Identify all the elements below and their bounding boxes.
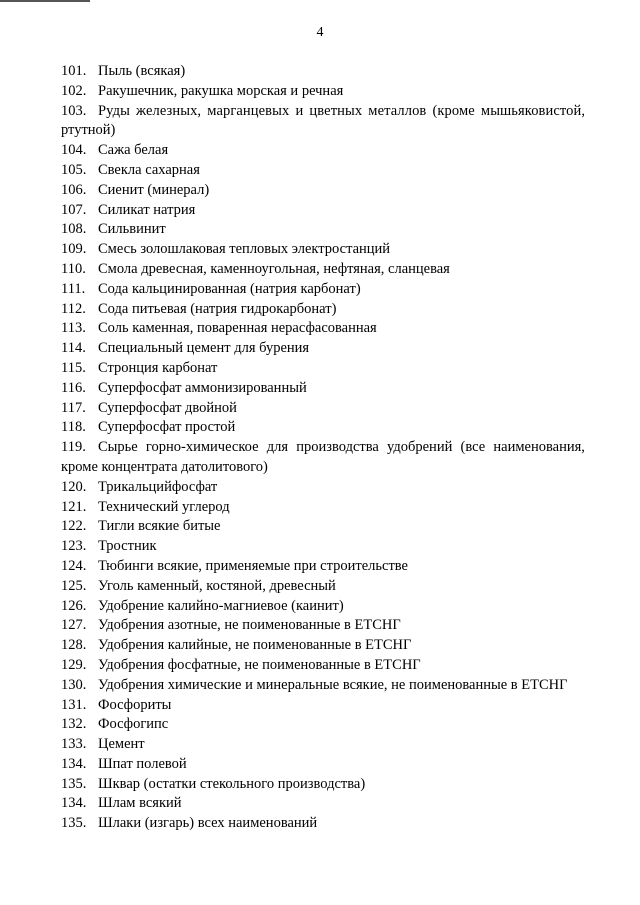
cargo-list (61, 62, 609, 834)
item-number: 133. (61, 736, 87, 753)
item-number: 132. (61, 716, 87, 733)
item-number: 105. (61, 161, 87, 178)
item-number: 134. (61, 755, 87, 772)
item-text: Удобрение калийно-магниевое (каинит) (98, 597, 344, 614)
item-text: Трикальцийфосфат (98, 478, 218, 495)
item-text: Шлам всякий (98, 795, 182, 812)
list-item (61, 438, 609, 478)
list-item (61, 676, 609, 696)
item-text-line1: Сырье горно-химическое для производства удобрений (все наименования, (98, 439, 585, 456)
list-item (61, 102, 609, 142)
list-item (61, 141, 609, 161)
list-item (61, 537, 609, 557)
item-text: Удобрения калийные, не поименованные в ЕТСНГ (98, 637, 412, 654)
list-item (61, 636, 609, 656)
item-number: 118. (61, 419, 86, 436)
item-number: 124. (61, 557, 87, 574)
item-text: Тростник (98, 538, 157, 555)
item-number: 128. (61, 637, 87, 654)
item-number: 131. (61, 696, 87, 713)
item-text: Силикат натрия (98, 201, 196, 218)
item-text: Специальный цемент для бурения (98, 340, 310, 357)
item-text: Фосфориты (98, 696, 172, 713)
list-item (61, 517, 609, 537)
item-number: 109. (61, 241, 87, 258)
list-item (61, 359, 609, 379)
list-item (61, 616, 609, 636)
item-number: 106. (61, 181, 87, 198)
item-text: Сода питьевая (натрия гидрокарбонат) (98, 300, 337, 317)
item-text: Цемент (98, 736, 145, 753)
item-number: 102. (61, 82, 87, 99)
item-number: 117. (61, 399, 86, 416)
item-number: 120. (61, 478, 87, 495)
list-item (61, 181, 609, 201)
item-number: 104. (61, 142, 87, 159)
item-text: Свекла сахарная (98, 161, 200, 178)
item-number: 134. (61, 795, 87, 812)
scan-edge-line (0, 0, 90, 2)
item-text: Тигли всякие битые (98, 518, 221, 535)
item-number: 126. (61, 597, 87, 614)
list-item (61, 577, 609, 597)
list-item (61, 82, 609, 102)
item-text: Пыль (всякая) (98, 63, 186, 79)
item-text: Сода кальцинированная (натрия карбонат) (98, 280, 361, 297)
list-item (61, 418, 609, 438)
list-item (61, 557, 609, 577)
item-number: 130. (61, 676, 87, 693)
item-text: Удобрения азотные, не поименованные в ЕТСНГ (98, 617, 401, 634)
item-number: 135. (61, 815, 87, 832)
list-item (61, 775, 609, 795)
item-number: 121. (61, 498, 87, 515)
item-text: Сильвинит (98, 221, 166, 238)
item-number: 125. (61, 577, 87, 594)
item-text-line1: Руды железных, марганцевых и цветных металлов (кроме мышьяковистой, (98, 102, 586, 119)
list-item (61, 62, 609, 82)
list-item (61, 478, 609, 498)
item-text: Тюбинги всякие, применяемые при строительстве (98, 557, 408, 574)
list-item (61, 696, 609, 716)
list-item (61, 339, 609, 359)
item-text: Удобрения фосфатные, не поименованные в ЕТСНГ (98, 656, 421, 673)
list-item (61, 735, 609, 755)
list-item (61, 260, 609, 280)
list-item (61, 656, 609, 676)
list-item (61, 814, 609, 834)
list-item (61, 794, 609, 814)
item-text: Стронция карбонат (98, 359, 218, 376)
item-text-line2: ртутной) (61, 122, 116, 139)
list-item (61, 498, 609, 518)
item-number: 119. (61, 439, 86, 456)
item-number: 107. (61, 201, 87, 218)
item-text: Сажа белая (98, 142, 169, 159)
page-number: 4 (316, 25, 324, 40)
item-number: 108. (61, 221, 87, 238)
item-number: 122. (61, 518, 87, 535)
item-text: Фосфогипс (98, 716, 169, 733)
item-text: Уголь каменный, костяной, древесный (98, 577, 336, 594)
item-number: 123. (61, 538, 87, 555)
item-number: 112. (61, 300, 86, 317)
list-item (61, 161, 609, 181)
list-item (61, 379, 609, 399)
item-number: 116. (61, 379, 86, 396)
list-item (61, 319, 609, 339)
list-item (61, 240, 609, 260)
list-item (61, 220, 609, 240)
item-text: Технический углерод (98, 498, 230, 515)
list-item (61, 715, 609, 735)
item-text: Соль каменная, поваренная нерасфасованная (98, 320, 377, 337)
item-number: 110. (61, 260, 86, 277)
item-text: Смола древесная, каменноугольная, нефтяная, сланцевая (98, 260, 450, 277)
item-number: 114. (61, 340, 86, 357)
item-number: 103. (61, 102, 87, 119)
item-number: 101. (61, 63, 87, 79)
item-number: 115. (61, 359, 86, 376)
list-item (61, 201, 609, 221)
item-text: Удобрения химические и минеральные всякие, не поименованные в ЕТСНГ (98, 676, 568, 693)
item-text: Суперфосфат простой (98, 419, 236, 436)
item-number: 111. (61, 280, 86, 297)
list-item (61, 280, 609, 300)
item-text-line2: кроме концентрата датолитового) (61, 458, 268, 475)
item-text: Ракушечник, ракушка морская и речная (98, 82, 344, 99)
item-text: Суперфосфат аммонизированный (98, 379, 307, 396)
item-number: 129. (61, 656, 87, 673)
item-text: Шквар (остатки стекольного производства) (98, 775, 366, 792)
list-item (61, 300, 609, 320)
list-item (61, 399, 609, 419)
item-text: Суперфосфат двойной (98, 399, 237, 416)
list-item (61, 755, 609, 775)
item-number: 127. (61, 617, 87, 634)
item-number: 135. (61, 775, 87, 792)
item-text: Шлаки (изгарь) всех наименований (98, 815, 318, 832)
item-text: Шпат полевой (98, 755, 187, 772)
item-text: Смесь золошлаковая тепловых электростанций (98, 241, 391, 258)
item-text: Сиенит (минерал) (98, 181, 210, 198)
list-item (61, 597, 609, 617)
item-number: 113. (61, 320, 86, 337)
